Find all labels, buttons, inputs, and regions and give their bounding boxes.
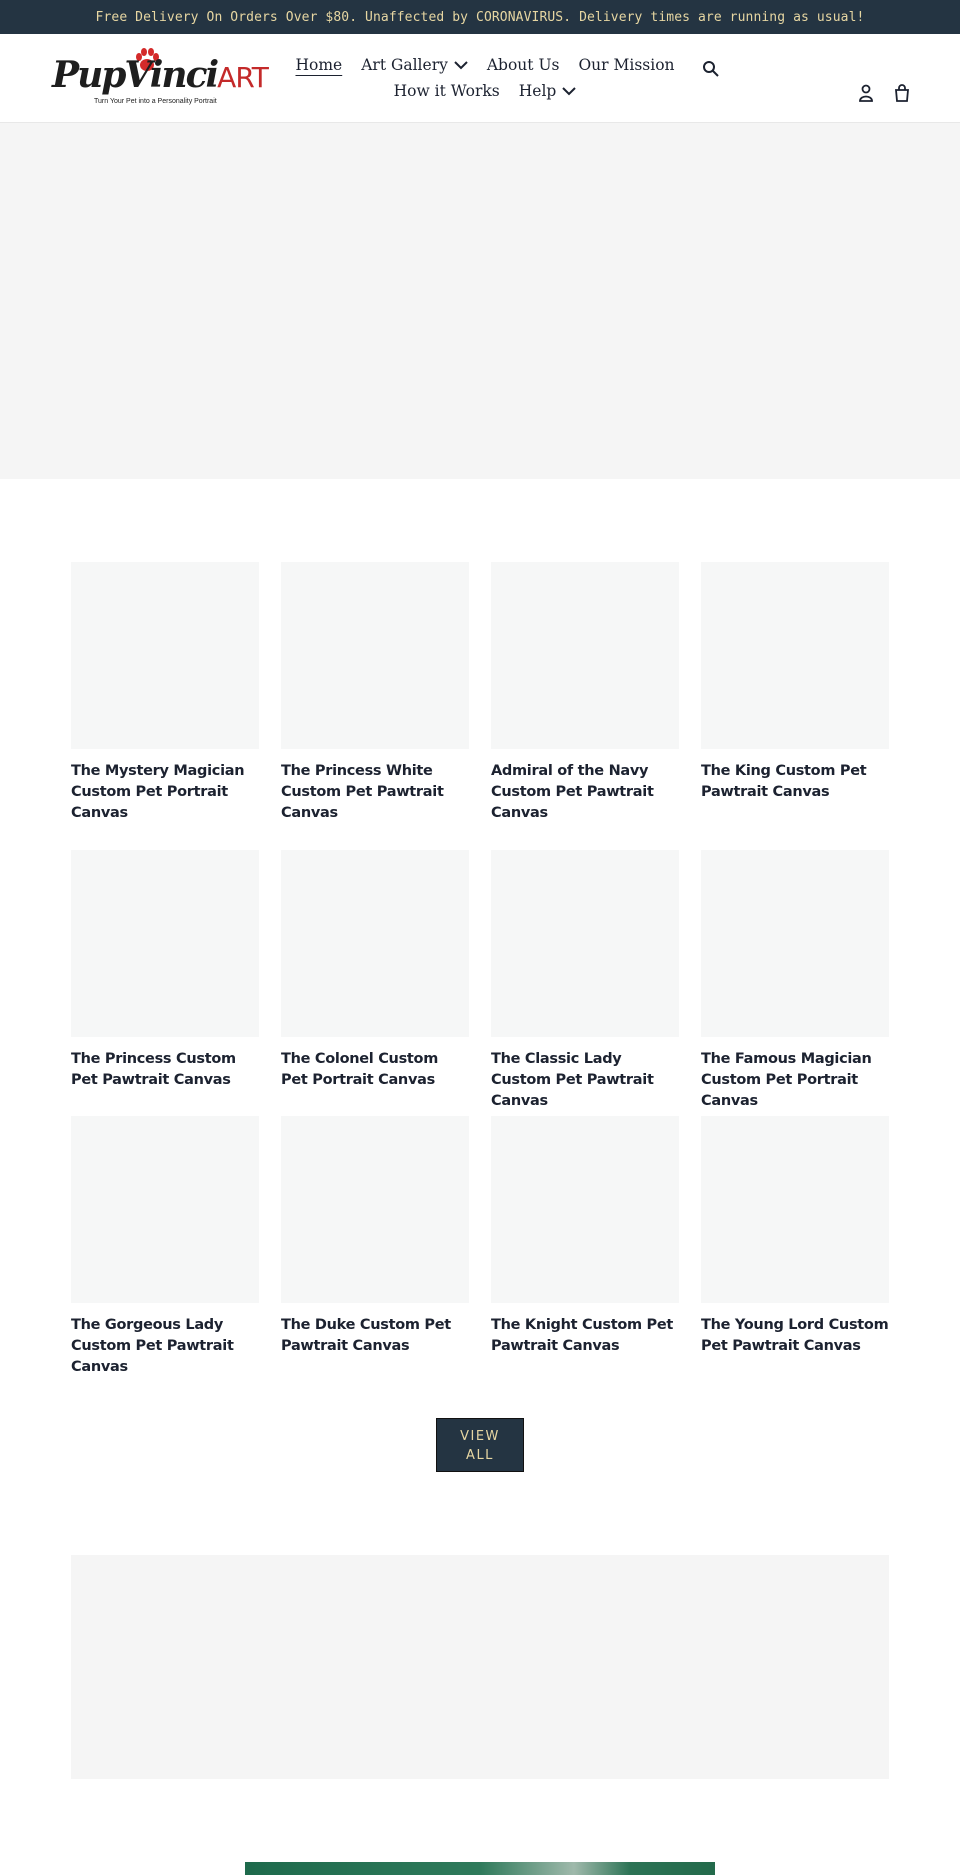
brand-name: [52, 54, 268, 96]
hero-banner: [0, 123, 960, 479]
main-nav: [290, 52, 680, 104]
brand-name-main: PupVinci: [52, 54, 218, 96]
product-image[interactable]: [491, 850, 679, 1037]
product-image[interactable]: [491, 1116, 679, 1303]
product-title[interactable]: The Colonel Custom Pet Portrait Canvas: [281, 1051, 439, 1088]
cart-icon[interactable]: [892, 83, 912, 103]
product-card[interactable]: [701, 562, 889, 850]
product-image[interactable]: [71, 850, 259, 1037]
announcement-bar: [0, 0, 960, 34]
nav-item-label: Art Gallery: [361, 56, 448, 74]
nav-item-label: About Us: [486, 56, 560, 74]
view-all-label-line2: ALL: [466, 1448, 494, 1463]
product-card[interactable]: [71, 562, 259, 850]
product-title[interactable]: The King Custom Pet Pawtrait Canvas: [701, 763, 867, 800]
announcement-text: Free Delivery On Orders Over $80. Unaffected by CORONAVIRUS. Delivery times are running as usual!: [95, 9, 865, 25]
product-title[interactable]: The Duke Custom Pet Pawtrait Canvas: [281, 1317, 451, 1354]
product-title[interactable]: Admiral of the Navy Custom Pet Pawtrait Canvas: [491, 763, 654, 821]
product-card[interactable]: [281, 1116, 469, 1378]
product-title[interactable]: The Mystery Magician Custom Pet Portrait Canvas: [71, 763, 245, 821]
product-title[interactable]: The Princess Custom Pet Pawtrait Canvas: [71, 1051, 236, 1088]
product-image[interactable]: [701, 562, 889, 749]
product-card[interactable]: [491, 562, 679, 850]
product-title[interactable]: The Knight Custom Pet Pawtrait Canvas: [491, 1317, 674, 1354]
nav-item-help[interactable]: [519, 82, 577, 100]
product-image[interactable]: [281, 562, 469, 749]
product-image[interactable]: [701, 1116, 889, 1303]
chevron-down-icon: [562, 86, 576, 96]
product-card[interactable]: [281, 850, 469, 1116]
featured-image: [245, 1862, 715, 1875]
nav-row-2: [290, 78, 680, 104]
account-icon[interactable]: [856, 83, 876, 103]
product-card[interactable]: [491, 850, 679, 1116]
nav-item-about-us[interactable]: [487, 56, 560, 74]
product-image[interactable]: [281, 850, 469, 1037]
product-image[interactable]: [71, 1116, 259, 1303]
brand-logo[interactable]: [52, 46, 268, 110]
nav-item-label: Help: [518, 82, 557, 100]
brand-tagline: Turn Your Pet into a Personality Portrait: [94, 98, 217, 105]
product-title[interactable]: The Young Lord Custom Pet Pawtrait Canvas: [701, 1317, 889, 1354]
product-image[interactable]: [71, 562, 259, 749]
product-title[interactable]: The Famous Magician Custom Pet Portrait Canvas: [701, 1051, 872, 1109]
search-icon[interactable]: [701, 59, 721, 79]
product-card[interactable]: [71, 850, 259, 1116]
nav-item-art-gallery[interactable]: [361, 56, 468, 74]
product-image[interactable]: [281, 1116, 469, 1303]
nav-row-1: [290, 52, 680, 78]
product-card[interactable]: [71, 1116, 259, 1378]
product-title[interactable]: The Princess White Custom Pet Pawtrait Canvas: [281, 763, 444, 821]
product-image[interactable]: [701, 850, 889, 1037]
nav-item-label: Home: [295, 56, 343, 74]
nav-item-how-it-works[interactable]: [394, 82, 500, 100]
product-card[interactable]: [281, 562, 469, 850]
nav-item-label: Our Mission: [578, 56, 675, 74]
nav-item-our-mission[interactable]: [578, 56, 674, 74]
product-title[interactable]: The Gorgeous Lady Custom Pet Pawtrait Canvas: [71, 1317, 234, 1375]
site-header: [0, 34, 960, 123]
product-card[interactable]: [701, 850, 889, 1116]
product-title[interactable]: The Classic Lady Custom Pet Pawtrait Canvas: [491, 1051, 654, 1109]
nav-item-label: How it Works: [393, 82, 500, 100]
product-image[interactable]: [491, 562, 679, 749]
promo-banner: [71, 1555, 889, 1779]
product-card[interactable]: [491, 1116, 679, 1378]
brand-name-art: ART: [217, 61, 268, 94]
chevron-down-icon: [454, 60, 468, 70]
view-all-button[interactable]: [436, 1418, 524, 1472]
product-grid: [71, 562, 889, 1378]
nav-item-home[interactable]: [295, 56, 342, 74]
view-all-label-line1: VIEW: [460, 1429, 500, 1444]
product-card[interactable]: [701, 1116, 889, 1378]
